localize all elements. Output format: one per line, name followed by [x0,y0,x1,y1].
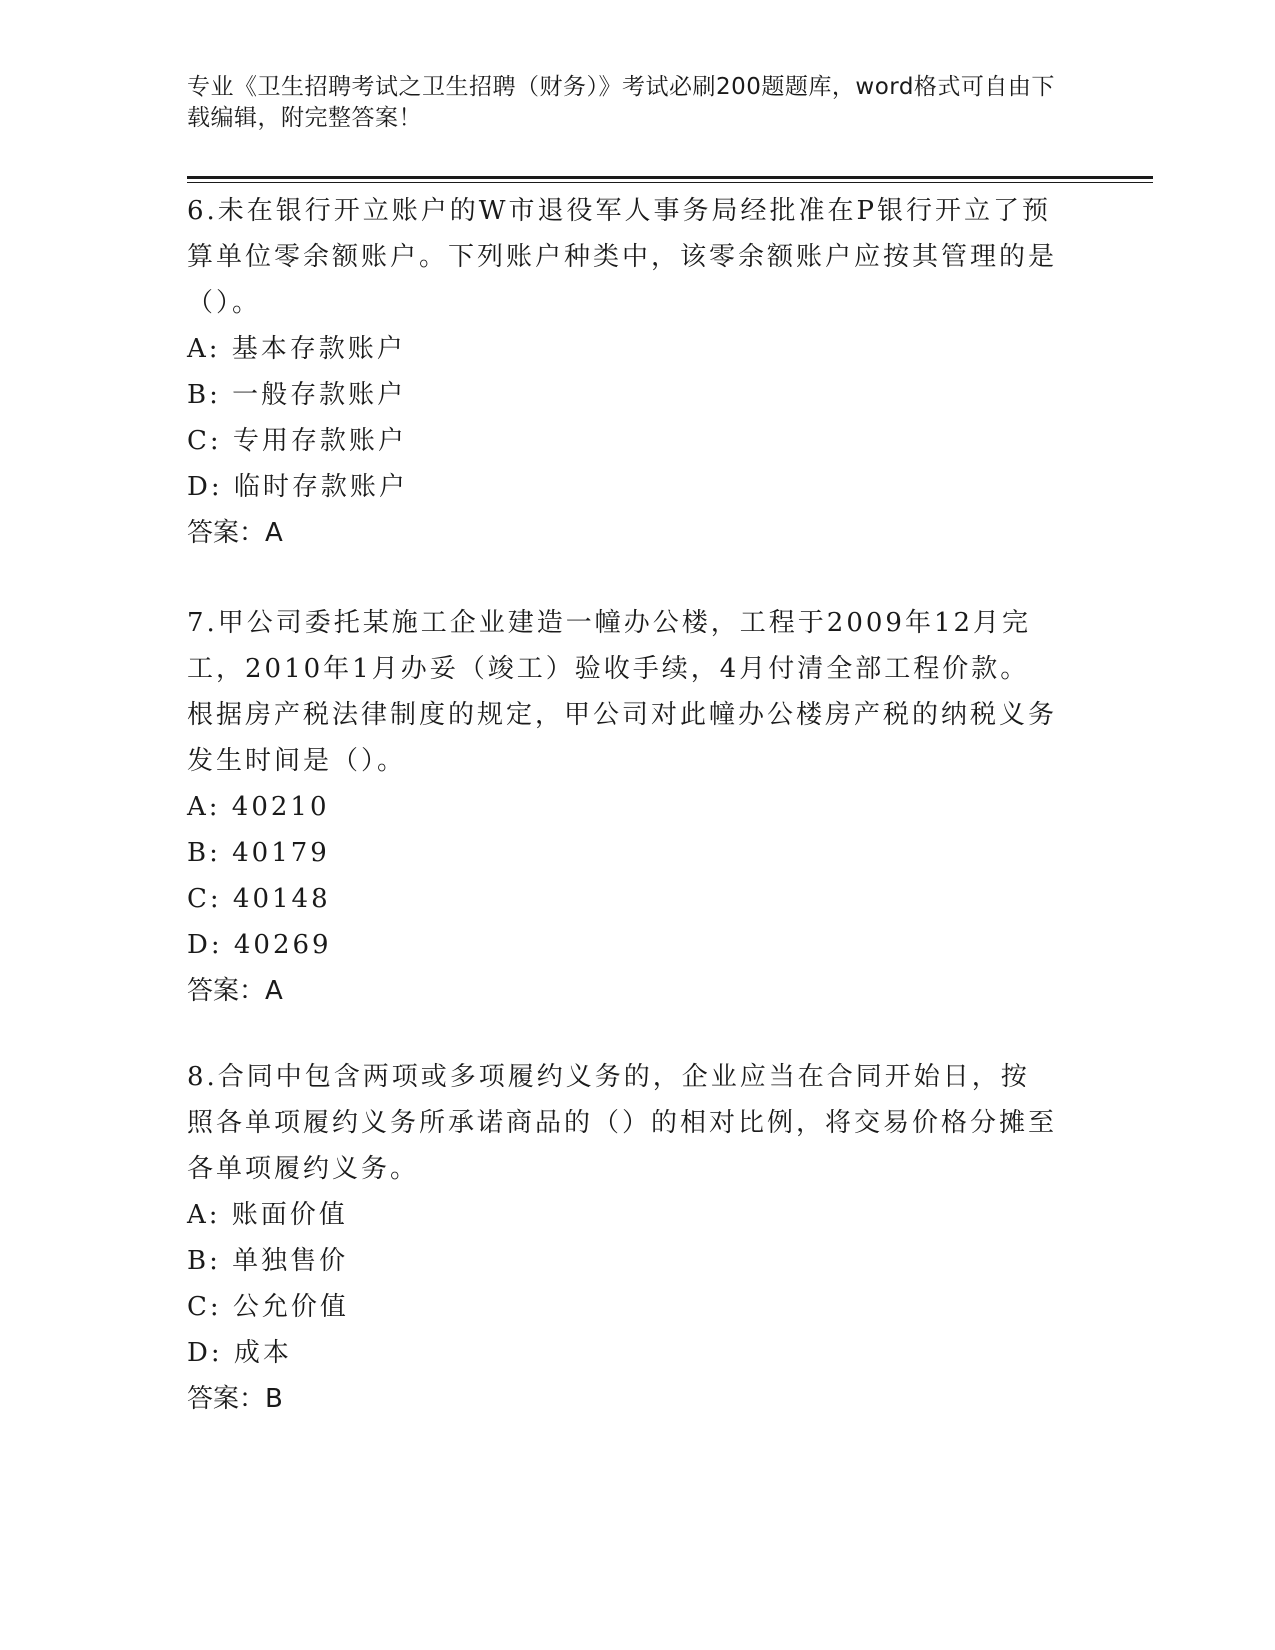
question-7 [187,600,1057,1014]
option-a: A: 账面价值 [187,1200,348,1230]
option-c: C: 40148 [187,884,331,914]
option-d: D: 成本 [187,1338,292,1368]
answer: 答案：A [187,976,283,1006]
question-stem: 6.未在银行开立账户的W市退役军人事务局经批准在P银行开立了预算单位零余额账户。下列账户种类中，该零余额账户应按其管理的是（）。 [187,196,1058,318]
question-stem: 7.甲公司委托某施工企业建造一幢办公楼，工程于2009年12月完工，2010年1月办妥（竣工）验收手续，4月付清全部工程价款。根据房产税法律制度的规定，甲公司对此幢办公楼房产税的纳税义务发生时间是（）。 [187,608,1058,776]
question-stem: 8.合同中包含两项或多项履约义务的，企业应当在合同开始日，按照各单项履约义务所承诺商品的（）的相对比例，将交易价格分摊至各单项履约义务。 [187,1062,1058,1184]
option-a: A: 基本存款账户 [187,334,406,364]
document-header: 专业《卫生招聘考试之卫生招聘（财务）》考试必刷200题题库，word格式可自由下载编辑，附完整答案！ [187,74,1055,131]
answer: 答案：B [187,1384,283,1414]
option-b: B: 40179 [187,838,330,868]
header-divider-thin [187,182,1153,183]
option-c: C: 专用存款账户 [187,426,407,456]
answer: 答案：A [187,518,283,548]
option-b: B: 一般存款账户 [187,380,407,410]
question-6 [187,188,1057,556]
option-a: A: 40210 [187,792,330,822]
option-d: D: 临时存款账户 [187,472,408,502]
question-8 [187,1054,1057,1422]
option-d: D: 40269 [187,930,332,960]
option-c: C: 公允价值 [187,1292,349,1322]
option-b: B: 单独售价 [187,1246,349,1276]
header-divider-thick [187,176,1153,179]
